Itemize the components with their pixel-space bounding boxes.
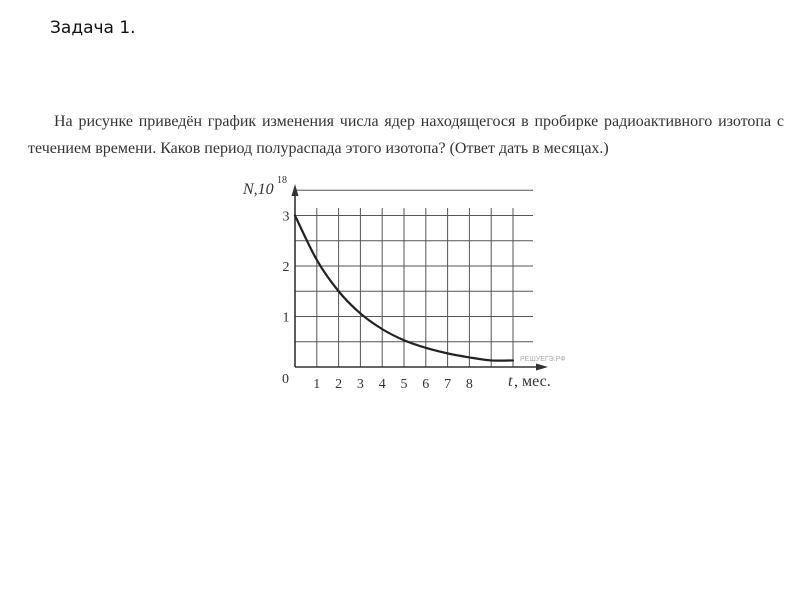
origin-label: 0 [282, 372, 289, 387]
x-axis-label-variable: t [508, 373, 513, 390]
chart-grid [295, 190, 533, 367]
x-tick-label: 2 [335, 377, 343, 392]
x-tick-label: 7 [444, 377, 452, 392]
slide-title: Задача 1. [50, 18, 136, 38]
x-axis-arrow [536, 364, 548, 371]
y-tick-label: 2 [282, 260, 290, 275]
y-tick-label: 1 [282, 310, 290, 326]
y-tick-label: 3 [282, 209, 290, 225]
x-tick-label: 8 [465, 377, 473, 392]
problem-statement: На рисунке приведён график изменения числа ядер находящегося в пробирке радиоактивного изотопа с течением времени. Каков период полураспада этого изотопа? (Ответ дать в месяцах.) [28, 113, 784, 157]
x-tick-label: 4 [378, 377, 386, 392]
y-axis-label-exponent: 18 [277, 175, 287, 186]
x-axis-label-unit: , мес. [514, 373, 551, 390]
x-tick-label: 5 [400, 377, 408, 392]
chart-axes [292, 184, 549, 371]
y-axis-label: N,10 [243, 181, 274, 198]
x-tick-label: 3 [356, 377, 364, 392]
x-tick-label: 1 [313, 377, 321, 392]
watermark: РЕШУЕГЭ.РФ [520, 356, 566, 363]
x-tick-label: 6 [422, 377, 430, 392]
